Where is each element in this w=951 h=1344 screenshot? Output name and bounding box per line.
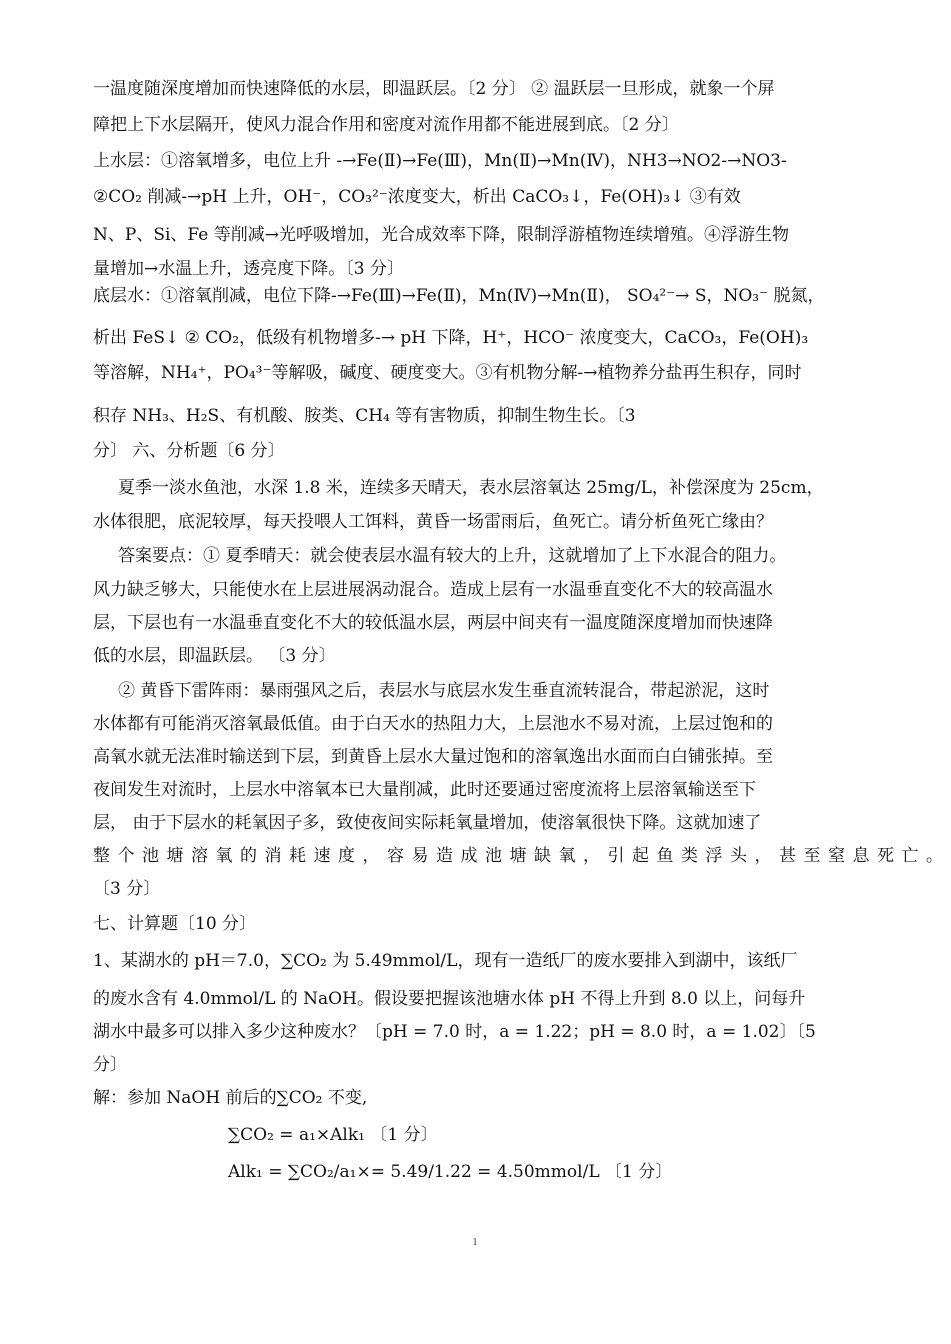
text-line: 解：参加 NaOH 前后的∑CO₂ 不变, — [93, 1088, 368, 1108]
text-line: 等溶解，NH₄⁺，PO₄³⁻等解吸，碱度、硬度变大。③有机物分解-→植物养分盐再生积存，同时 — [93, 363, 802, 383]
text-line: ②CO₂ 削减-→pH 上升，OH⁻，CO₃²⁻浓度变大，析出 CaCO₃↓，Fe(OH)₃↓ ③有效 — [93, 187, 741, 207]
text-line: 一温度随深度增加而快速降低的水层，即温跃层。〔2 分〕 ② 温跃层一旦形成，就象一个屏 — [93, 79, 775, 99]
text-line: N、P、Si、Fe 等削减→光呼吸增加，光合成效率下降，限制浮游植物连续增殖。④浮游生物 — [93, 225, 789, 245]
text-line: 低的水层，即温跃层。 〔3 分〕 — [93, 646, 336, 666]
text-line: 上水层：①溶氧增多，电位上升 -→Fe(Ⅱ)→Fe(Ⅲ)，Mn(Ⅱ)→Mn(Ⅳ)，NH3→NO2-→NO3- — [93, 151, 787, 171]
text-line: 析出 FeS↓ ② CO₂，低级有机物增多-→ pH 下降，H⁺，HCO⁻ 浓度变大，CaCO₃，Fe(OH)₃ — [93, 328, 809, 348]
section-heading: 分〕 六、分析题〔6 分〕 — [93, 441, 285, 461]
text-line: 的废水含有 4.0mmol/L 的 NaOH。假设要把握该池塘水体 pH 不得上升到 8.0 以上，问每升 — [93, 989, 806, 1009]
text-line: 底层水：①溶氧削减，电位下降-→Fe(Ⅲ)→Fe(Ⅱ)，Mn(Ⅳ)→Mn(Ⅱ)， SO₄²⁻→ S，NO₃⁻ 脱氮， — [93, 286, 825, 306]
formula-line: Alk₁ = ∑CO₂/a₁×= 5.49/1.22 = 4.50mmol/L 〔1 分〕 — [228, 1162, 673, 1182]
page-number: 1 — [472, 1236, 478, 1248]
text-line: 1、某湖水的 pH＝7.0，∑CO₂ 为 5.49mmol/L，现有一造纸厂的废水要排入到湖中，该纸厂 — [93, 951, 798, 971]
text-line: ② 黄昏下雷阵雨：暴雨强风之后，表层水与底层水发生垂直流转混合，带起淤泥，这时 — [118, 681, 770, 701]
text-line: 风力缺乏够大，只能使水在上层进展涡动混合。造成上层有一水温垂直变化不大的较高温水 — [93, 580, 773, 600]
text-line: 积存 NH₃、H₂S、有机酸、胺类、CH₄ 等有害物质，抑制生物生长。〔3 — [93, 406, 636, 426]
text-line: 水体都有可能消灭溶氧最低值。由于白天水的热阻力大，上层池水不易对流，上层过饱和的 — [93, 714, 773, 734]
text-line: 整个池塘溶氧的消耗速度，容易造成池塘缺氧，引起鱼类浮头，甚至窒息死亡。 — [93, 846, 951, 866]
formula-line: ∑CO₂ = a₁×Alk₁ 〔1 分〕 — [228, 1125, 438, 1145]
text-line: 水体很肥，底泥较厚，每天投喂人工饵料，黄昏一场雷雨后，鱼死亡。请分析鱼死亡缘由？ — [93, 512, 773, 532]
text-line: 分〕 — [93, 1055, 127, 1075]
text-line: 夜间发生对流时，上层水中溶氧本已大量削减，此时还要通过密度流将上层溶氧输送至下 — [93, 780, 756, 800]
text-line: 层， 由于下层水的耗氧因子多，致使夜间实际耗氧量增加，使溶氧很快下降。这就加速了 — [93, 813, 762, 833]
text-line: 夏季一淡水鱼池，水深 1.8 米，连续多天晴天，表水层溶氧达 25mg/L，补偿深度为 25cm， — [118, 478, 824, 498]
text-line: 〔3 分〕 — [93, 879, 161, 899]
text-line: 答案要点：① 夏季晴天：就会使表层水温有较大的上升，这就增加了上下水混合的阻力。 — [118, 546, 787, 566]
section-heading: 七、计算题〔10 分〕 — [93, 914, 257, 934]
text-line: 量增加→水温上升，透亮度下降。〔3 分〕 — [93, 259, 404, 279]
text-line: 湖水中最多可以排入多少这种废水？〔pH = 7.0 时，a = 1.22；pH = 8.0 时，a = 1.02〕〔5 — [93, 1022, 816, 1042]
text-line: 障把上下水层隔开，使风力混合作用和密度对流作用都不能进展到底。〔2 分〕 — [93, 115, 679, 135]
text-line: 层，下层也有一水温垂直变化不大的较低温水层，两层中间夹有一温度随深度增加而快速降 — [93, 613, 773, 633]
text-line: 高氧水就无法准时输送到下层，到黄昏上层水大量过饱和的溶氧逸出水面而白白铺张掉。至 — [93, 747, 773, 767]
